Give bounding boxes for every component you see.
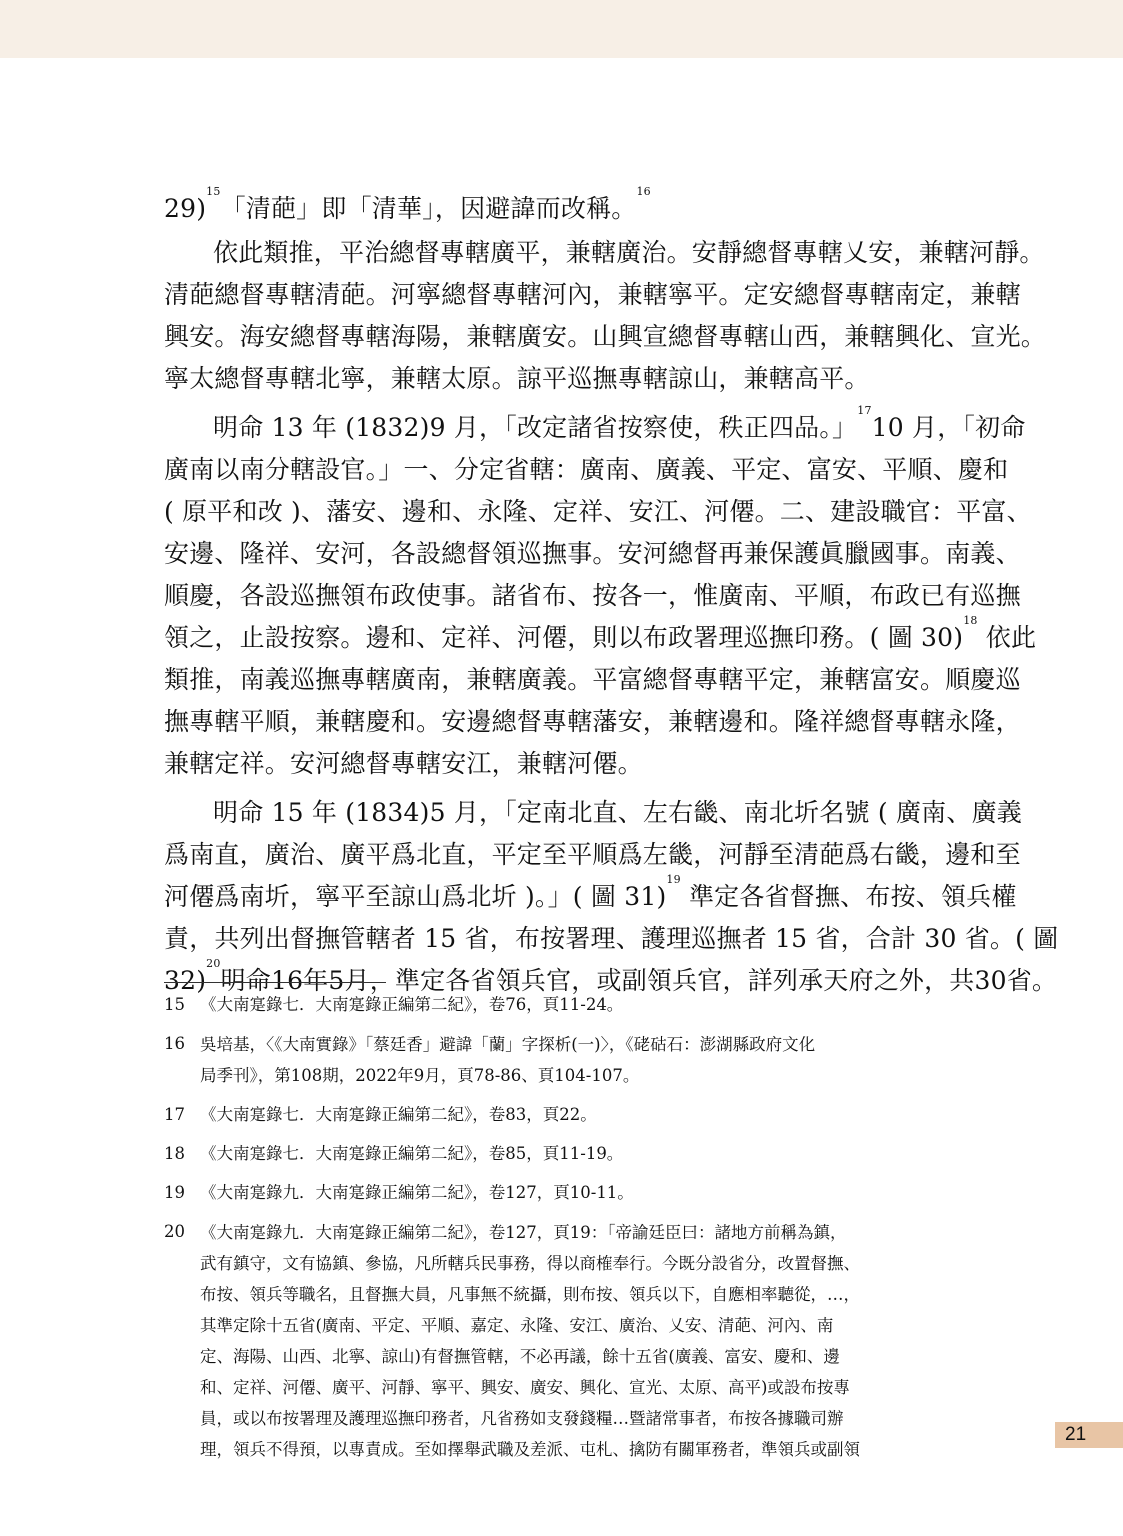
footnote-text: 《大南寔錄七．大南寔錄正編第二紀》，卷85，頁11-19。	[200, 1144, 624, 1163]
paragraph-1	[164, 185, 962, 230]
text-line: 類推，南義巡撫專轄廣南，兼轄廣義。平富總督專轄平定，兼轄富安。順慶巡	[164, 665, 1021, 694]
footnote-text: 定、海陽、山西、北寧、諒山)有督撫管轄，不必再議，餘十五省(廣義、富安、慶和、邊	[200, 1347, 840, 1366]
footnote-text: 局季刊》，第108期，2022年9月，頁78-86、頁104-107。	[200, 1066, 640, 1085]
footnote-number: 16	[164, 1034, 185, 1053]
footnote-text: 其準定除十五省(廣南、平定、平順、嘉定、永隆、安江、廣治、乂安、清葩、河內、南	[200, 1316, 834, 1335]
body-text	[164, 185, 1059, 1002]
text-run: 29)	[164, 194, 207, 223]
text-run: 依此	[977, 623, 1037, 652]
footnote-16	[164, 1029, 962, 1091]
text-line: 清葩總督專轄清葩。河寧總督專轄河內，兼轄寧平。定安總督專轄南定，兼轄	[164, 280, 1021, 309]
footnote-number: 20	[164, 1222, 185, 1241]
footnote-ref-17[interactable]: 17	[857, 404, 872, 417]
footnote-ref-19[interactable]: 19	[666, 873, 681, 886]
paragraph-2	[164, 232, 1047, 400]
text-run: 「清葩」即「清華」，因避諱而改稱。	[220, 194, 637, 223]
footnote-ref-18[interactable]: 18	[963, 614, 978, 627]
footnote-number: 17	[164, 1105, 185, 1124]
footnote-number: 18	[164, 1144, 185, 1163]
text-line: 安邊、隆祥、安河，各設總督領巡撫事。安河總督再兼保護眞臘國事。南義、	[164, 539, 1021, 568]
text-line: 撫專轄平順，兼轄慶和。安邊總督專轄藩安，兼轄邊和。隆祥總督專轄永隆，	[164, 707, 1021, 736]
text-line: 寧太總督專轄北寧，兼轄太原。諒平巡撫專轄諒山，兼轄高平。	[164, 364, 870, 393]
text-line: 兼轄定祥。安河總督專轄安江，兼轄河僊。	[164, 749, 643, 778]
footnote-ref-20[interactable]: 20	[206, 957, 221, 970]
text-line: 明命 15 年 (1834)5 月，「定南北直、左右畿、南北圻名號 ( 廣南、廣義	[213, 798, 1022, 827]
text-run: 明命16年5月，準定各省領兵官，或副領兵官，詳列承天府之外，共30省。	[220, 966, 1058, 995]
footnote-text: 《大南寔錄九．大南寔錄正編第二紀》，卷127，頁19：「帝諭廷臣曰：諸地方前稱為鎮，	[200, 1223, 847, 1242]
text-line: 爲南直，廣治、廣平爲北直，平定至平順爲左畿，河靜至清葩爲右畿，邊和至	[164, 840, 1021, 869]
footnote-text: 理，領兵不得預，以專責成。至如擇舉武職及差派、屯札、擒防有關軍務者，準領兵或副領	[200, 1440, 860, 1459]
footnote-text: 《大南寔錄七．大南寔錄正編第二紀》，卷83，頁22。	[200, 1105, 597, 1124]
footnote-19	[164, 1178, 962, 1208]
paragraph-4	[164, 792, 1059, 1002]
text-line: 興安。海安總督專轄海陽，兼轄廣安。山興宣總督專轄山西，兼轄興化、宣光。	[164, 322, 1047, 351]
footnotes	[164, 990, 962, 1474]
footnote-17	[164, 1100, 962, 1130]
text-line: 順慶，各設巡撫領布政使事。諸省布、按各一，惟廣南、平順，布政已有巡撫	[164, 581, 1021, 610]
text-run: 河僊爲南圻，寧平至諒山爲北圻 )。」( 圖 31)	[164, 882, 667, 911]
footnote-separator	[164, 982, 386, 983]
footnote-text: 布按、領兵等職名，且督撫大員，凡事無不統攝，則布按、領兵以下，自應相率聽從，…，	[200, 1285, 860, 1304]
text-line	[164, 404, 1026, 449]
text-run: 準定各省督撫、布按、領兵權	[680, 882, 1017, 911]
text-line: 責，共列出督撫管轄者 15 省，布按署理、護理巡撫者 15 省，合計 30 省。( 圖	[164, 924, 1059, 953]
footnote-15	[164, 990, 962, 1020]
footnote-number: 15	[164, 995, 185, 1014]
text-run: 32)	[164, 966, 207, 995]
paragraph-3	[164, 404, 1037, 785]
page-number: 21	[1055, 1422, 1123, 1448]
text-line: ( 原平和改 )、藩安、邊和、永隆、定祥、安江、河僊。二、建設職官：平富、	[164, 497, 1032, 526]
footnote-20	[164, 1217, 962, 1465]
footnote-ref-15[interactable]: 15	[206, 185, 221, 198]
footnote-text: 《大南寔錄九．大南寔錄正編第二紀》，卷127，頁10-11。	[200, 1183, 634, 1202]
footnote-text: 吳培基，〈《大南實錄》「蔡廷香」避諱「蘭」字探析(一)〉，《硓𥑮石：澎湖縣政府文化	[200, 1035, 816, 1054]
text-run: 領之，止設按察。邊和、定祥、河僊，則以布政署理巡撫印務。( 圖 30)	[164, 623, 964, 652]
text-line: 廣南以南分轄設官。」一、分定省轄：廣南、廣義、平定、富安、平順、慶和	[164, 455, 1009, 484]
footnote-ref-16[interactable]: 16	[636, 185, 651, 198]
footnote-text: 員，或以布按署理及護理巡撫印務者，凡省務如支發錢糧…暨諸常事者，布按各據職司辦	[200, 1409, 844, 1428]
text-run: 10 月，「初命	[871, 413, 1026, 442]
text-line: 依此類推，平治總督專轄廣平，兼轄廣治。安靜總督專轄乂安，兼轄河靜。	[213, 238, 1045, 267]
text-line	[164, 614, 1037, 659]
footnote-text: 《大南寔錄七．大南寔錄正編第二紀》，卷76，頁11-24。	[200, 995, 624, 1014]
footnote-number: 19	[164, 1183, 185, 1202]
footnote-18	[164, 1139, 962, 1169]
footnote-text: 武有鎮守，文有協鎮、參協，凡所轄兵民事務，得以商榷奉行。今既分設省分，改置督撫、	[200, 1254, 860, 1273]
page-header-band	[0, 0, 1123, 58]
text-run: 明命 13 年 (1832)9 月，「改定諸省按察使，秩正四品。」	[213, 413, 858, 442]
footnote-text: 和、定祥、河僊、廣平、河靜、寧平、興安、廣安、興化、宣光、太原、高平)或設布按專	[200, 1378, 850, 1397]
text-line	[164, 873, 1017, 918]
